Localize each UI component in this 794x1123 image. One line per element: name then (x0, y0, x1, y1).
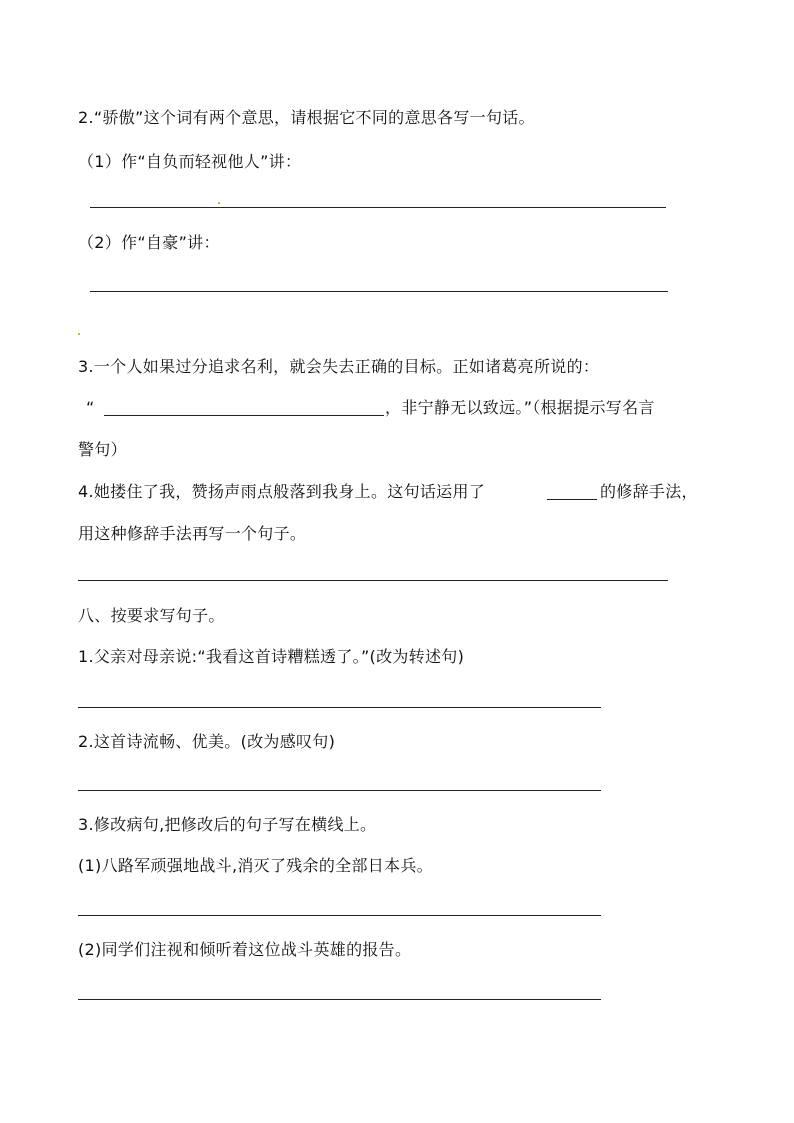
answer-blank-4[interactable] (547, 499, 597, 500)
answer-line-2-2[interactable] (90, 291, 668, 292)
question-4-line1-end: 的修辞手法， (600, 482, 698, 501)
section-8-item-3-1: (1)八路军顽强地战斗,消灭了残余的全部日本兵。 (78, 856, 433, 875)
section-8-item-3-2: (2)同学们注视和倾听着这位战斗英雄的报告。 (78, 940, 412, 959)
section-8-item-2: 2.这首诗流畅、优美。(改为感叹句) (78, 732, 336, 751)
stray-dot (78, 333, 80, 335)
answer-line-3[interactable] (104, 415, 384, 416)
answer-line-2-1[interactable] (90, 207, 666, 208)
answer-line-8-3-2[interactable] (78, 999, 601, 1000)
question-3-prompt: 3.一个人如果过分追求名利，就会失去正确的目标。正如诸葛亮所说的： (78, 357, 600, 376)
question-2-prompt: 2.“骄傲”这个词有两个意思，请根据它不同的意思各写一句话。 (78, 108, 535, 127)
answer-line-8-2[interactable] (78, 790, 601, 791)
question-3-line3: 警句） (78, 440, 127, 459)
stray-dot (218, 202, 220, 204)
section-8-item-3: 3.修改病句,把修改后的句子写在横线上。 (78, 815, 377, 834)
section-8-item-1: 1.父亲对母亲说:“我看这首诗糟糕透了。”(改为转述句) (78, 647, 465, 666)
question-2-sub1: （1）作“自负而轻视他人”讲： (78, 152, 302, 171)
section-8-heading: 八、按要求写句子。 (78, 606, 225, 625)
question-3-line2-rest: ，非宁静无以致远。”（根据提示写名言 (385, 398, 655, 417)
question-2-sub2: （2）作“自豪”讲： (78, 233, 220, 252)
answer-line-4[interactable] (78, 580, 668, 581)
question-4-line2: 用这种修辞手法再写一个句子。 (78, 524, 307, 543)
question-4-line1-start: 4.她搂住了我，赞扬声雨点般落到我身上。这句话运用了 (78, 482, 486, 501)
answer-line-8-3-1[interactable] (78, 915, 601, 916)
answer-line-8-1[interactable] (78, 707, 601, 708)
question-3-open-quote: “ (86, 398, 95, 417)
